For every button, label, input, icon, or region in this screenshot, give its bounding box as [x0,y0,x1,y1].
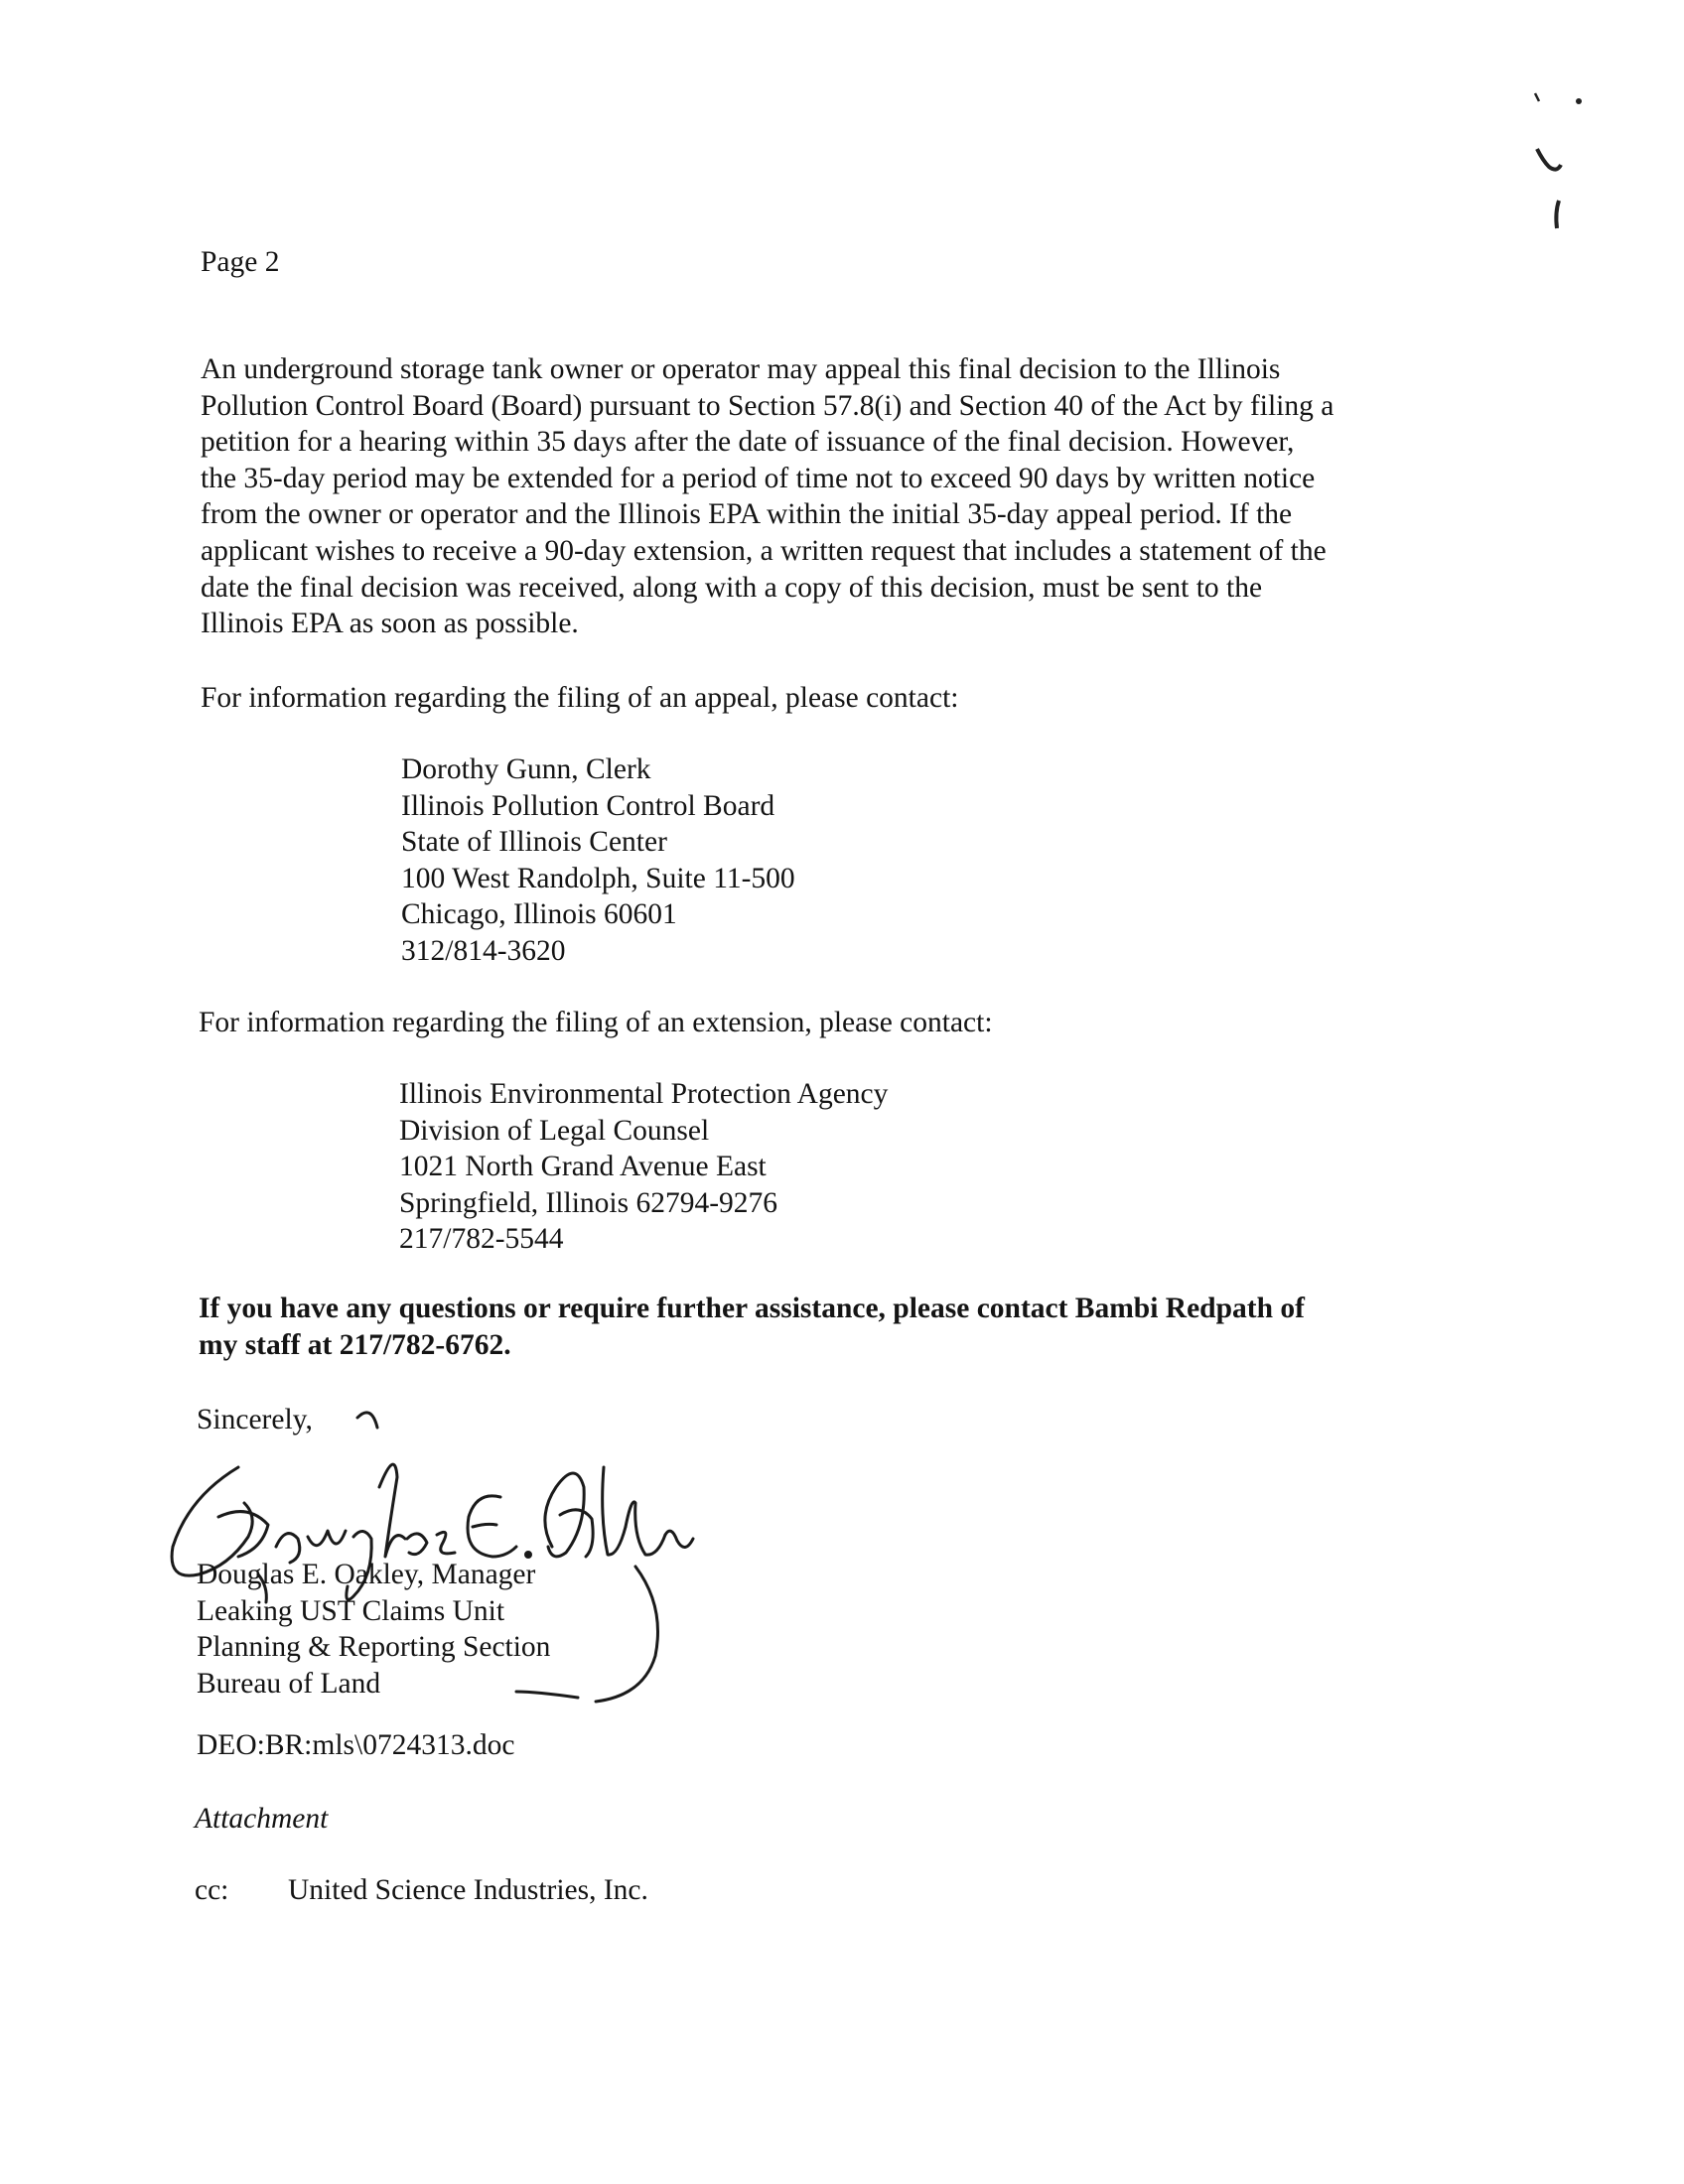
appeal-contact-intro: For information regarding the filing of an appeal, please contact: [201,682,959,714]
address-line: 312/814-3620 [401,934,566,967]
extension-contact-address [399,1076,888,1258]
signatory-line: Douglas E. Oakley, Manager [197,1559,536,1590]
address-line: Illinois Environmental Protection Agency [399,1078,889,1110]
note-line: my staff at 217/782-6762. [199,1328,511,1361]
scan-marks [1519,79,1609,238]
closing: Sincerely, [197,1404,313,1435]
address-line: 217/782-5544 [399,1223,564,1256]
enclosure-note: Attachment [195,1803,329,1835]
paragraph-line: date the final decision was received, along with a copy of this decision, must be sent to the [201,571,1263,604]
note-line: If you have any questions or require further assistance, please contact Bambi Redpath of [199,1293,1305,1324]
cc-label: cc: [195,1874,229,1906]
reference-code: DEO:BR:mls\0724313.doc [197,1729,515,1761]
page-label: Page 2 [201,246,280,278]
address-line: 100 West Randolph, Suite 11-500 [401,862,795,894]
address-line: Division of Legal Counsel [399,1114,710,1147]
paragraph-line: applicant wishes to receive a 90-day extension, a written request that includes a statement of the [201,534,1327,567]
address-line: Chicago, Illinois 60601 [401,898,677,931]
signatory-block [197,1557,550,1702]
paragraph-line: petition for a hearing within 35 days after the date of issuance of the final decision. However, [201,426,1295,459]
extension-contact-intro: For information regarding the filing of an extension, please contact: [199,1007,993,1038]
paragraph-line: the 35-day period may be extended for a period of time not to exceed 90 days by written notice [201,462,1316,494]
address-line: Springfield, Illinois 62794-9276 [399,1186,778,1219]
paragraph-line: Illinois EPA as soon as possible. [201,608,579,640]
address-line: Illinois Pollution Control Board [401,789,775,822]
signatory-line: Planning & Reporting Section [197,1631,551,1664]
address-line: State of Illinois Center [401,826,667,859]
cc-recipient: United Science Industries, Inc. [288,1874,648,1906]
signatory-line: Bureau of Land [197,1667,381,1700]
paragraph-line: An underground storage tank owner or operator may appeal this final decision to the Illinois [201,353,1281,385]
paragraph-line: from the owner or operator and the Illinois EPA within the initial 35-day appeal period. If the [201,498,1293,531]
questions-note [199,1291,1305,1363]
paragraph-line: Pollution Control Board (Board) pursuant to Section 57.8(i) and Section 40 of the Act by filing a [201,389,1334,422]
address-line: Dorothy Gunn, Clerk [401,753,651,785]
signatory-line: Leaking UST Claims Unit [197,1594,505,1627]
appeal-paragraph [201,351,1491,642]
address-line: 1021 North Grand Avenue East [399,1151,767,1183]
appeal-contact-address [401,751,795,970]
